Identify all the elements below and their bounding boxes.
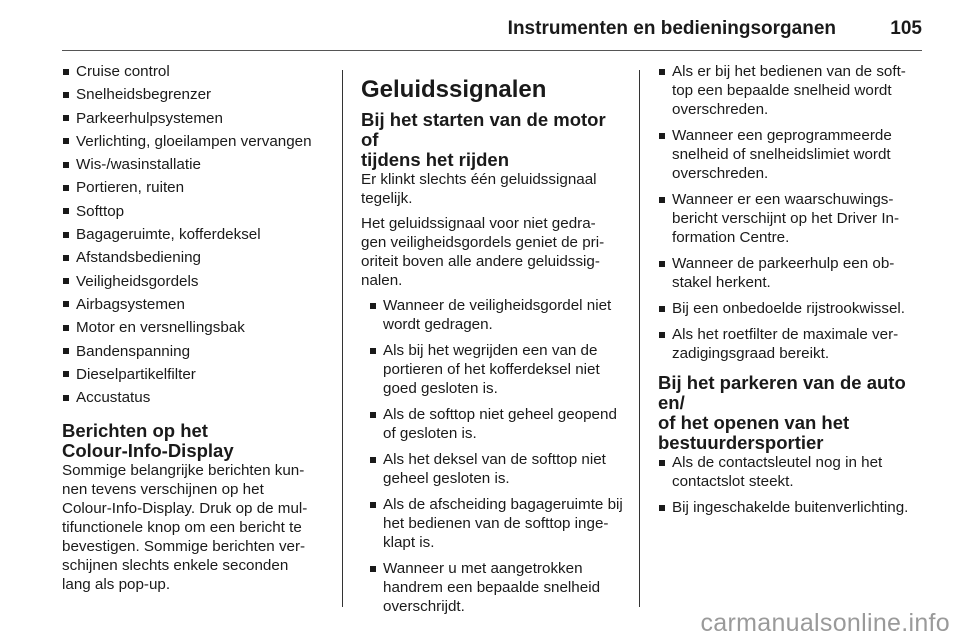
watermark: carmanualsonline.info [700, 609, 950, 637]
warning-list [361, 296, 626, 616]
paragraph: Er klinkt slechts één geluidssignaal tegelijk. [361, 171, 597, 207]
list-item: Als er bij het bedienen van de soft- top een bepaalde snelheid wordt overschreden. [658, 62, 926, 119]
warning-list [658, 62, 926, 363]
list-item: Wanneer er een waarschuwings- bericht verschijnt op het Driver In- formation Centre. [658, 190, 926, 247]
list-item: Bagageruimte, kofferdeksel [62, 225, 334, 244]
list-item: Als het roetfilter de maximale ver- zadigingsgraad bereikt. [658, 325, 926, 363]
paragraph: Het geluidssignaal voor niet gedra- gen veiligheidsgordels geniet de pri- oriteit boven alle andere geluidssig- nalen. [361, 215, 605, 289]
column-3 [658, 62, 926, 524]
list-item: Wanneer de veiligheidsgordel niet wordt gedragen. [369, 296, 626, 334]
header-title: Instrumenten en bedieningsorganen [507, 18, 836, 39]
list-item: Als bij het wegrijden een van de portieren of het kofferdeksel niet goed gesloten is. [369, 341, 626, 398]
list-item: Wanneer een geprogrammeerde snelheid of snelheidslimiet wordt overschreden. [658, 126, 926, 183]
section-subheading: Bij het parkeren van de auto en/ of het openen van het bestuurdersportier [658, 372, 906, 453]
section-subheading: Bij het starten van de motor of tijdens het rijden [361, 109, 606, 170]
list-item: Motor en versnellingsbak [62, 318, 334, 337]
list-item: Snelheidsbegrenzer [62, 85, 334, 104]
list-item: Softtop [62, 202, 334, 221]
column-divider [639, 70, 640, 607]
list-item: Wanneer de parkeerhulp een ob- stakel herkent. [658, 254, 926, 292]
list-item: Portieren, ruiten [62, 178, 334, 197]
list-item: Cruise control [62, 62, 334, 81]
section-title: Geluidssignalen [361, 76, 547, 103]
page-header [62, 14, 922, 51]
list-item: Dieselpartikelfilter [62, 365, 334, 384]
list-item: Als de afscheiding bagageruimte bij het bedienen van de softtop inge- klapt is. [369, 495, 626, 552]
section-heading: Berichten op het Colour-Info-Display [62, 420, 234, 462]
list-item: Als de softtop niet geheel geopend of gesloten is. [369, 405, 626, 443]
list-item: Als de contactsleutel nog in het contactslot steekt. [658, 453, 926, 491]
parking-warning-list [658, 453, 926, 517]
list-item: Accustatus [62, 388, 334, 407]
list-item: Als het deksel van de softtop niet geheel gesloten is. [369, 450, 626, 488]
list-item: Afstandsbediening [62, 248, 334, 267]
column-divider [342, 70, 343, 607]
list-item: Wanneer u met aangetrokken handrem een bepaalde snelheid overschrijdt. [369, 559, 626, 616]
list-item: Bij ingeschakelde buitenverlichting. [658, 498, 926, 517]
column-2 [361, 62, 626, 623]
topic-list [62, 62, 334, 407]
list-item: Verlichting, gloeilampen vervangen [62, 132, 334, 151]
page-number: 105 [890, 18, 922, 39]
list-item: Veiligheidsgordels [62, 272, 334, 291]
list-item: Bandenspanning [62, 342, 334, 361]
list-item: Wis-/wasinstallatie [62, 155, 334, 174]
paragraph: Sommige belangrijke berichten kun- nen tevens verschijnen op het Colour-Info-Display. Druk op de mul- tifunctionele knop om een bericht te bevestigen. Sommige berichten ver- schijnen slechts enkele seconden lang als pop-up. [62, 462, 308, 594]
list-item: Bij een onbedoelde rijstrookwissel. [658, 299, 926, 318]
list-item: Airbagsystemen [62, 295, 334, 314]
column-1 [62, 62, 334, 600]
list-item: Parkeerhulpsystemen [62, 109, 334, 128]
